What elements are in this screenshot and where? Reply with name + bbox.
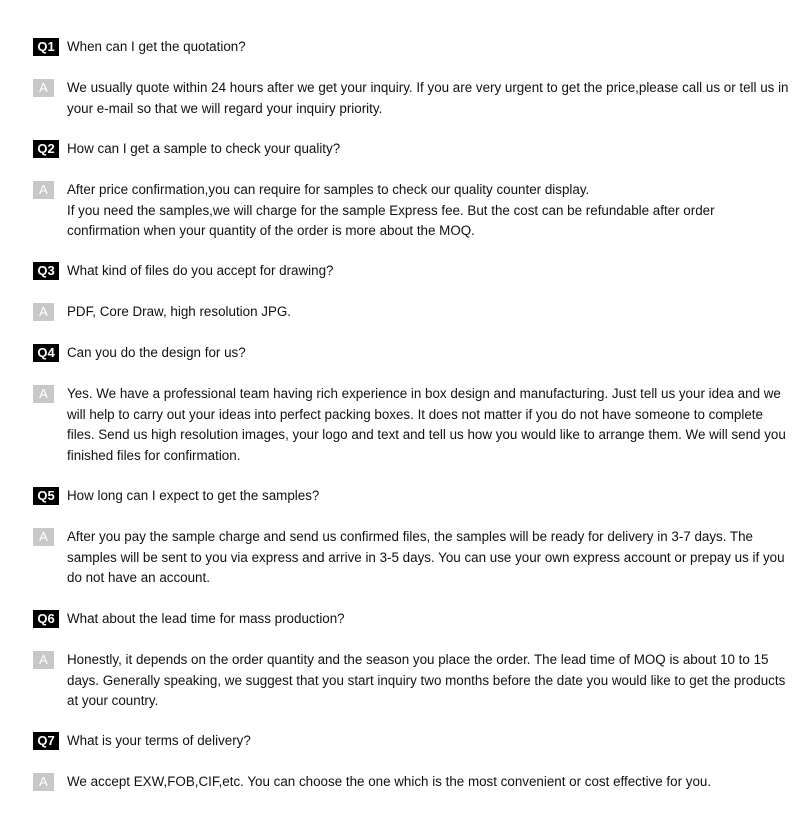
answer-paragraph: We usually quote within 24 hours after we get your inquiry. If you are very urgent to get the price,please call us or tell us in your e-mail so that we will regard your inquiry priority.: [67, 80, 789, 116]
answer-text: [67, 78, 791, 119]
answer-badge: A: [33, 773, 54, 791]
answer-paragraph: Yes. We have a professional team having rich experience in box design and manufacturing. Just tell us your idea and we will help to carry out your ideas into perfect packing boxes. It does not matter if you do not have someone to complete files. Send us high resolution images, your logo and text and tell us how you would like to arrange them. We will send you finished files for confirmation.: [67, 386, 786, 463]
question-text: What kind of files do you accept for drawing?: [67, 263, 334, 278]
answer-badge: A: [33, 303, 54, 321]
question-text: How can I get a sample to check your quality?: [67, 141, 341, 156]
answer-paragraph: PDF, Core Draw, high resolution JPG.: [67, 304, 292, 319]
answer-text: [67, 302, 791, 323]
answer-text: [67, 180, 791, 242]
question-badge: Q6: [33, 610, 59, 628]
question-text: How long can I expect to get the samples?: [67, 488, 320, 503]
answer-paragraph: Honestly, it depends on the order quantity and the season you place the order. The lead time of MOQ is about 10 to 15 days. Generally speaking, we suggest that you start inquiry two months before the date you would like to get the products at your country.: [67, 652, 786, 708]
answer-paragraph: If you need the samples,we will charge for the sample Express fee. But the cost can be refundable after order confirmation when your quantity of the order is more about the MOQ.: [67, 202, 715, 238]
question-text: What is your terms of delivery?: [67, 733, 251, 748]
answer-badge: A: [33, 79, 54, 97]
question-badge: Q5: [33, 487, 59, 505]
question-badge: Q2: [33, 140, 59, 158]
answer-badge: A: [33, 651, 54, 669]
question-text: What about the lead time for mass production?: [67, 611, 345, 626]
answer-text: [67, 384, 791, 466]
answer-text: [67, 527, 791, 589]
answer-paragraph: After price confirmation,you can require for samples to check our quality counter display.: [67, 182, 590, 197]
question-badge: Q1: [33, 38, 59, 56]
question-text: When can I get the quotation?: [67, 39, 246, 54]
question-badge: Q7: [33, 732, 59, 750]
answer-paragraph: After you pay the sample charge and send us confirmed files, the samples will be ready for delivery in 3-7 days. The samples will be sent to you via express and arrive in 3-5 days. You can use your own express account or prepay us if you do not have an account.: [67, 529, 785, 585]
answer-text: [67, 650, 791, 712]
answer-paragraph: We accept EXW,FOB,CIF,etc. You can choose the one which is the most convenient or cost effective for you.: [67, 774, 712, 789]
answer-badge: A: [33, 181, 54, 199]
answer-badge: A: [33, 385, 54, 403]
answer-badge: A: [33, 528, 54, 546]
question-badge: Q3: [33, 262, 59, 280]
question-badge: Q4: [33, 344, 59, 362]
question-text: Can you do the design for us?: [67, 345, 246, 360]
answer-text: [67, 772, 791, 793]
